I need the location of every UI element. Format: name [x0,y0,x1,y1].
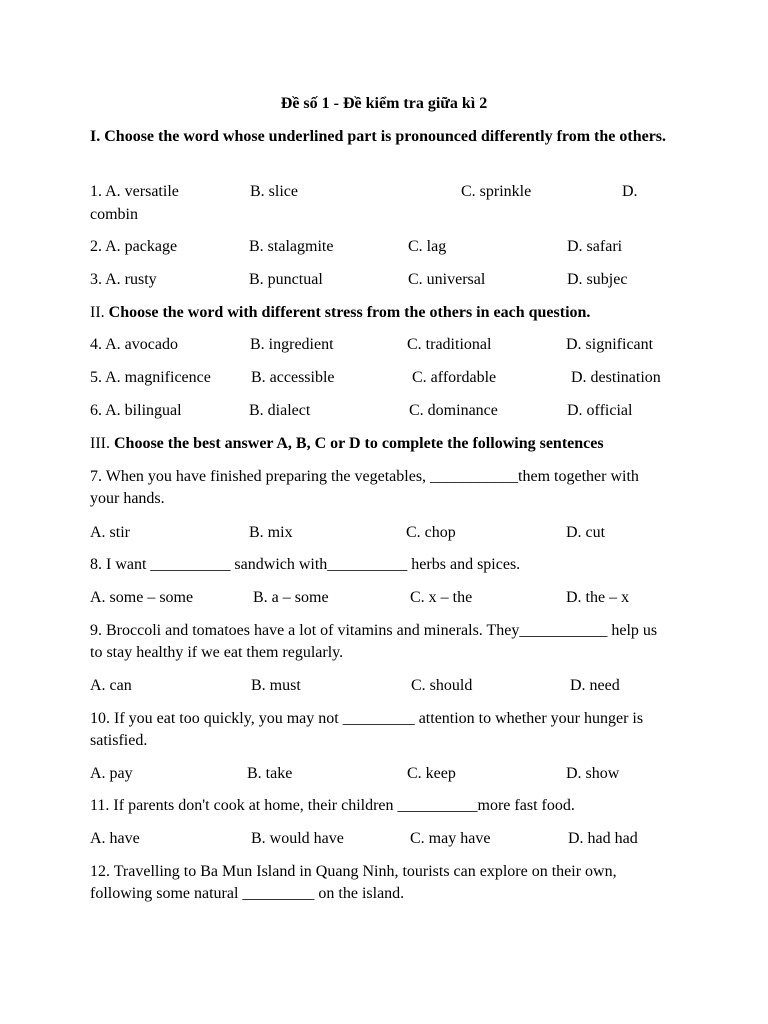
q10-option-b: B. take [247,765,293,782]
q8-option-d: D. the – x [566,589,630,606]
q9-option-b: B. must [251,677,301,694]
section-heading-2 [90,302,590,324]
q1-option-d-continued: combin [90,206,138,223]
q8-option-c: C. x – the [410,589,473,606]
q9-option-a: A. can [90,677,132,694]
q7-option-c: C. chop [406,524,456,541]
q1-option-d: D. [622,183,638,200]
q4-option-d: D. significant [566,336,654,353]
q12-stem: 12. Travelling to Ba Mun Island in Quang Ninh, tourists can explore on their own, following some natural _________ on the island. [90,863,617,902]
q9-option-d: D. need [570,677,620,694]
q10-option-a: A. pay [90,765,133,782]
q1-option-a: 1. A. versatile [90,183,179,200]
q6-option-d: D. official [567,402,633,419]
q11-stem: 11. If parents don't cook at home, their children __________more fast food. [90,797,575,814]
q6-option-a: 6. A. bilingual [90,402,182,419]
q4-option-b: B. ingredient [250,336,334,353]
q8-option-a: A. some – some [90,589,194,606]
q2-option-a: 2. A. package [90,238,178,255]
q5-option-c: C. affordable [412,369,497,386]
q11-option-d: D. had had [568,830,638,847]
section-3-text: Choose the best answer A, B, C or D to complete the following sentences [113,435,604,452]
section-2-label: II. [90,304,105,321]
q2-option-b: B. stalagmite [249,238,334,255]
q8-stem: 8. I want __________ sandwich with__________ herbs and spices. [90,556,521,573]
section-heading-1 [90,126,680,148]
q11-option-a: A. have [90,830,140,847]
section-heading-3 [90,433,604,455]
q5-option-a: 5. A. magnificence [90,369,211,386]
q5-option-d: D. destination [571,369,661,386]
q1-option-c: C. sprinkle [461,183,532,200]
q7-option-d: D. cut [566,524,606,541]
q10-option-c: C. keep [407,765,456,782]
page-title: Đề số 1 - Đề kiểm tra giữa kì 2 [280,95,488,112]
q1-option-b: B. slice [250,183,298,200]
q6-option-b: B. dialect [249,402,311,419]
q3-option-c: C. universal [408,271,486,288]
section-1-label: I. [90,128,101,145]
q4-option-a: 4. A. avocado [90,336,178,353]
q10-stem: 10. If you eat too quickly, you may not _________ attention to whether your hunger is satisfied. [90,710,644,749]
section-1-text: Choose the word whose underlined part is pronounced differently from the others. [104,128,667,145]
q4-option-c: C. traditional [407,336,492,353]
q7-option-b: B. mix [249,524,293,541]
q6-option-c: C. dominance [409,402,498,419]
q2-option-c: C. lag [408,238,447,255]
section-3-label: III. [90,435,110,452]
q3-option-d: D. subjec [567,271,628,288]
q7-stem: 7. When you have finished preparing the vegetables, ___________them together with your hands. [90,468,639,507]
q7-option-a: A. stir [90,524,130,541]
q3-option-b: B. punctual [249,271,323,288]
q3-option-a: 3. A. rusty [90,271,157,288]
q11-option-b: B. would have [251,830,344,847]
q10-option-d: D. show [566,765,620,782]
q11-option-c: C. may have [410,830,491,847]
q2-option-d: D. safari [567,238,623,255]
section-2-text: Choose the word with different stress from the others in each question. [108,304,591,321]
q5-option-b: B. accessible [251,369,335,386]
q8-option-b: B. a – some [253,589,329,606]
q9-option-c: C. should [411,677,473,694]
q9-stem: 9. Broccoli and tomatoes have a lot of vitamins and minerals. They___________ help us to stay healthy if we eat them regularly. [90,622,658,661]
